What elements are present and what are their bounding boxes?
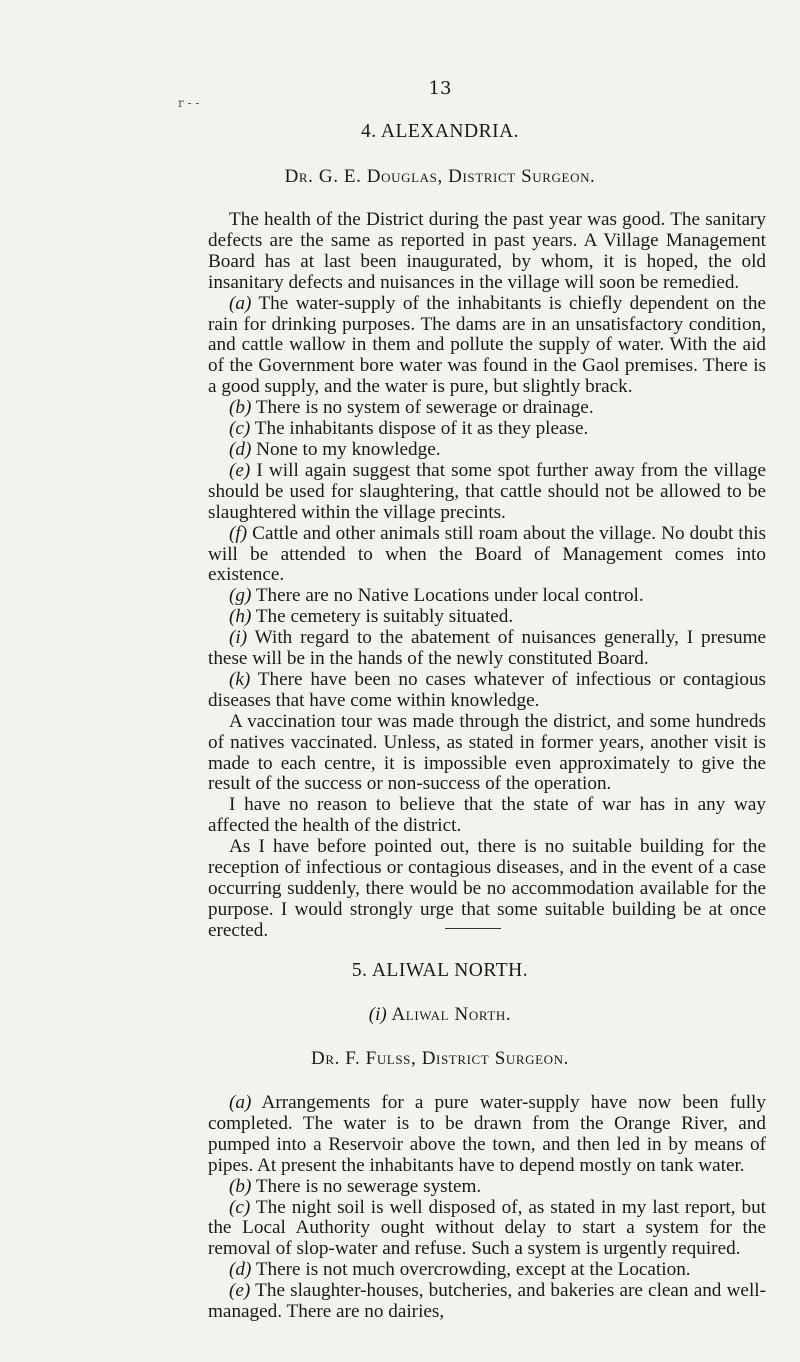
section-4-heading: 4. ALEXANDRIA. bbox=[360, 121, 520, 142]
paragraph-text: Cattle and other animals still roam about the village. No doubt this will be attended to when the Board of Management comes into existence. bbox=[208, 522, 767, 586]
paragraph-f bbox=[208, 524, 766, 587]
paragraph-label: (i) bbox=[229, 627, 248, 649]
paragraph-d bbox=[208, 1260, 766, 1281]
paragraph-label: (h) bbox=[229, 606, 252, 628]
paragraph-label: (c) bbox=[229, 418, 251, 440]
paragraph bbox=[208, 712, 766, 796]
paragraph-a bbox=[208, 1093, 766, 1177]
paragraph-i bbox=[208, 628, 766, 670]
paragraph-text: The water-supply of the inhabitants is chiefly dependent on the rain for drinking purposes. The dams are in an unsatisfactory condition, and cattle wallow in them and pollute the supply of water. With the aid of the Government bore water was found in the Gaol premises. There is a good supply, and the water is pure, but slightly brack. bbox=[208, 292, 766, 398]
paragraph-label: (g) bbox=[229, 585, 252, 607]
paragraph-text: The health of the District during the past year was good. The sanitary defects are the same as reported in past years. A Village Management Board has at last been inaugurated, by whom, it is hoped, the old insanitary defects and nuisances in the village will soon be remedied. bbox=[208, 209, 766, 293]
paragraph-text: The cemetery is suitably situated. bbox=[255, 606, 514, 628]
corner-mark: r - - bbox=[178, 96, 200, 110]
paragraph-label: (e) bbox=[229, 1280, 251, 1302]
subheading-label: (i) bbox=[368, 1004, 387, 1025]
paragraph-text: There are no Native Locations under local control. bbox=[255, 585, 644, 607]
paragraph-text: The slaughter-houses, butcheries, and bakeries are clean and well-managed. There are no dairies, bbox=[208, 1280, 766, 1323]
paragraph-h bbox=[208, 607, 766, 628]
paragraph-d bbox=[208, 440, 766, 461]
paragraph-label: (a) bbox=[229, 1092, 252, 1113]
paragraph bbox=[208, 837, 766, 942]
paragraph-text: I will again suggest that some spot further away from the village should be used for slaughtering, that cattle should not be allowed to be slaughtered within the village precints. bbox=[208, 459, 767, 523]
section-4-surgeon: Dr. G. E. Douglas, District Surgeon. bbox=[284, 166, 596, 187]
paragraph-b bbox=[208, 1177, 766, 1198]
paragraph-g bbox=[208, 586, 766, 607]
paragraph-e bbox=[208, 461, 766, 524]
paragraph-text: A vaccination tour was made through the district, and some hundreds of natives vaccinated. Unless, as stated in former years, another visit is made to each centre, it is impossible even approximately to give the result of the success or non-success of the operation. bbox=[208, 710, 766, 795]
paragraph-text: Arrangements for a pure water-supply have now been fully completed. The water is to be drawn from the Orange River, and pumped into a Reservoir above the town, and then led in by means of pipes. At present the inhabitants have to depend mostly on tank water. bbox=[208, 1092, 766, 1176]
paragraph-label: (a) bbox=[229, 292, 252, 314]
page-number: 13 bbox=[428, 78, 452, 99]
paragraph-label: (f) bbox=[229, 522, 248, 544]
paragraph-text: None to my knowledge. bbox=[256, 438, 441, 460]
paragraph-label: (c) bbox=[229, 1196, 251, 1218]
section-5-heading: 5. ALIWAL NORTH. bbox=[351, 960, 529, 981]
paragraph-c bbox=[208, 1198, 766, 1261]
paragraph-text: There is no sewerage system. bbox=[255, 1175, 482, 1197]
paragraph-label: (e) bbox=[229, 459, 251, 481]
section-5-body bbox=[208, 1093, 766, 1323]
subheading-text: Aliwal North. bbox=[391, 1004, 512, 1025]
paragraph-label: (k) bbox=[229, 668, 251, 690]
section-4-body bbox=[208, 210, 766, 942]
paragraph-text: With regard to the abatement of nuisances generally, I presume these will be in the hands of the newly constituted Board. bbox=[208, 627, 767, 670]
paragraph-k bbox=[208, 670, 766, 712]
paragraph-text: As I have before pointed out, there is no suitable building for the reception of infectious or contagious diseases, and in the event of a case occurring suddenly, there would be no accommodation available for the purpose. I would strongly urge that some suitable building be at once erected. bbox=[208, 836, 766, 941]
paragraph-a bbox=[208, 294, 766, 399]
section-5-surgeon: Dr. F. Fulss, District Surgeon. bbox=[311, 1048, 569, 1069]
paragraph-label: (d) bbox=[229, 1259, 252, 1281]
paragraph-text: There is no system of sewerage or drainage. bbox=[255, 397, 594, 419]
section-divider bbox=[445, 928, 501, 929]
paragraph bbox=[208, 795, 766, 837]
paragraph-text: The night soil is well disposed of, as stated in my last report, but the Local Authority ought without delay to start a system for the removal of slop-water and refuse. Such a system is urgently required. bbox=[208, 1196, 766, 1260]
paragraph-label: (b) bbox=[229, 397, 252, 419]
paragraph-c bbox=[208, 419, 766, 440]
paragraph-label: (d) bbox=[229, 438, 252, 460]
paragraph-text: I have no reason to believe that the state of war has in any way affected the health of the district. bbox=[208, 794, 766, 837]
paragraph-label: (b) bbox=[229, 1175, 252, 1197]
paragraph-e bbox=[208, 1281, 766, 1323]
paragraph-text: The inhabitants dispose of it as they please. bbox=[254, 418, 589, 440]
paragraph bbox=[208, 210, 766, 294]
paragraph-text: There have been no cases whatever of infectious or contagious diseases that have come within knowledge. bbox=[208, 668, 766, 711]
paragraph-b bbox=[208, 398, 766, 419]
section-5-subheading bbox=[40, 1004, 800, 1026]
paragraph-text: There is not much overcrowding, except at the Location. bbox=[255, 1259, 691, 1281]
